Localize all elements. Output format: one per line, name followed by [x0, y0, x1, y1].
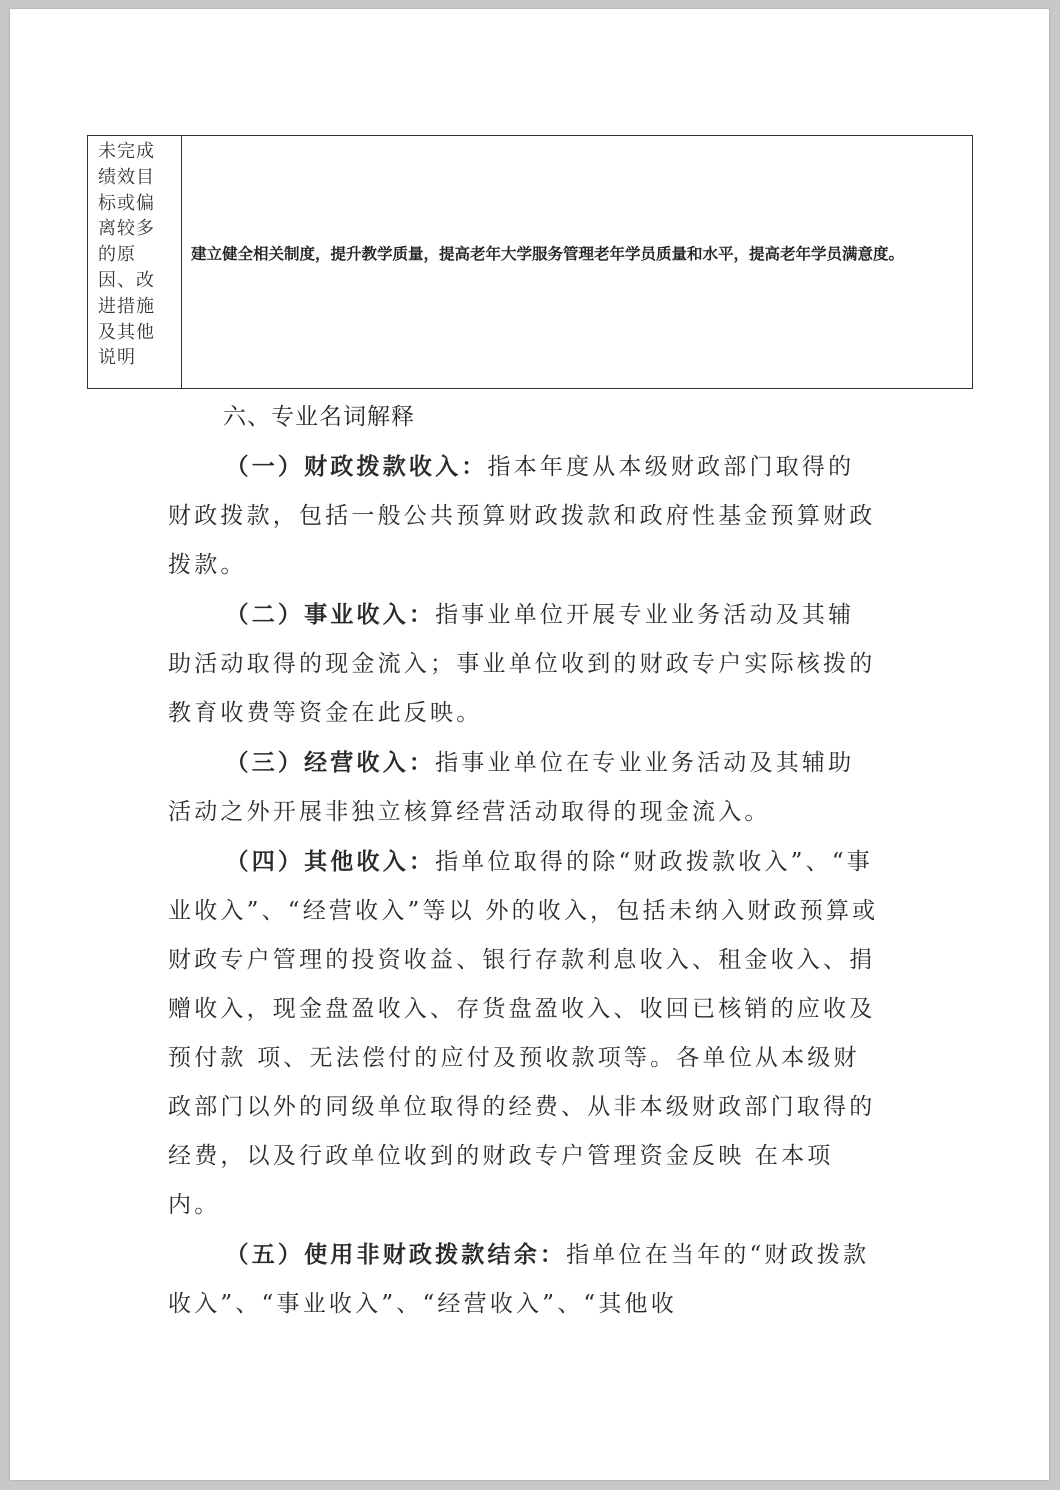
definition-paragraph — [168, 738, 880, 837]
document-page — [10, 9, 1049, 1480]
definition-text: 指单位取得的除“财政拨款收入”、“事业收入”、“经营收入”等以 外的收入，包括未纳入财政预算或财政专户管理的投资收益、银行存款利息收入、租金收入、捐赠收入，现金盘盈收入、存货盘盈收入、收回已核销的应收及预付款 项、无法偿付的应付及预收款项等。各单位从本级财政部门以外的同级单位取得的经费、从非本级财政部门取得的经费，以及行政单位收到的财政专户管理资金反映 在本项内。 — [168, 849, 879, 1218]
label-line: 离较多 — [98, 218, 155, 240]
table-label-cell — [88, 136, 182, 388]
definitions-body — [168, 442, 880, 1329]
label-line: 绩效目 — [98, 166, 155, 188]
table-content-text: 建立健全相关制度，提升教学质量，提高老年大学服务管理老年学员质量和水平，提高老年学员满意度。 — [191, 245, 905, 263]
definition-paragraph — [168, 1230, 880, 1329]
label-line: 的原 — [98, 244, 136, 266]
definition-text: 指本年度从本级财政部门取得的财政拨款，包括一般公共预算财政拨款和政府性基金预算财政拨款。 — [168, 454, 876, 578]
label-line: 说明 — [98, 347, 136, 369]
table-content-cell — [182, 136, 972, 388]
definition-term: （二）事业收入： — [225, 601, 436, 628]
definition-term: （五）使用非财政拨款结余： — [225, 1241, 567, 1268]
label-line: 标或偏 — [98, 192, 155, 214]
definition-term: （四）其他收入： — [225, 848, 436, 875]
definition-paragraph — [168, 837, 880, 1230]
label-line: 进措施 — [98, 295, 155, 317]
definition-paragraph — [168, 442, 880, 590]
definition-term: （三）经营收入： — [225, 749, 436, 776]
performance-table — [87, 135, 973, 389]
definition-text: 指事业单位在专业业务活动及其辅助活动之外开展非独立核算经营活动取得的现金流入。 — [168, 750, 855, 825]
label-line: 及其他 — [98, 321, 155, 343]
label-line: 因、改 — [98, 269, 155, 291]
definition-term: （一）财政拨款收入： — [225, 453, 488, 480]
definition-paragraph — [168, 590, 880, 738]
section-title: 六、专业名词解释 — [223, 404, 415, 430]
definition-text: 指事业单位开展专业业务活动及其辅助活动取得的现金流入；事业单位收到的财政专户实际核拨的教育收费等资金在此反映。 — [168, 602, 876, 726]
definition-text: 指单位在当年的“财政拨款收入”、“事业收入”、“经营收入”、“其他收 — [168, 1242, 870, 1317]
label-line: 未完成 — [98, 141, 155, 162]
